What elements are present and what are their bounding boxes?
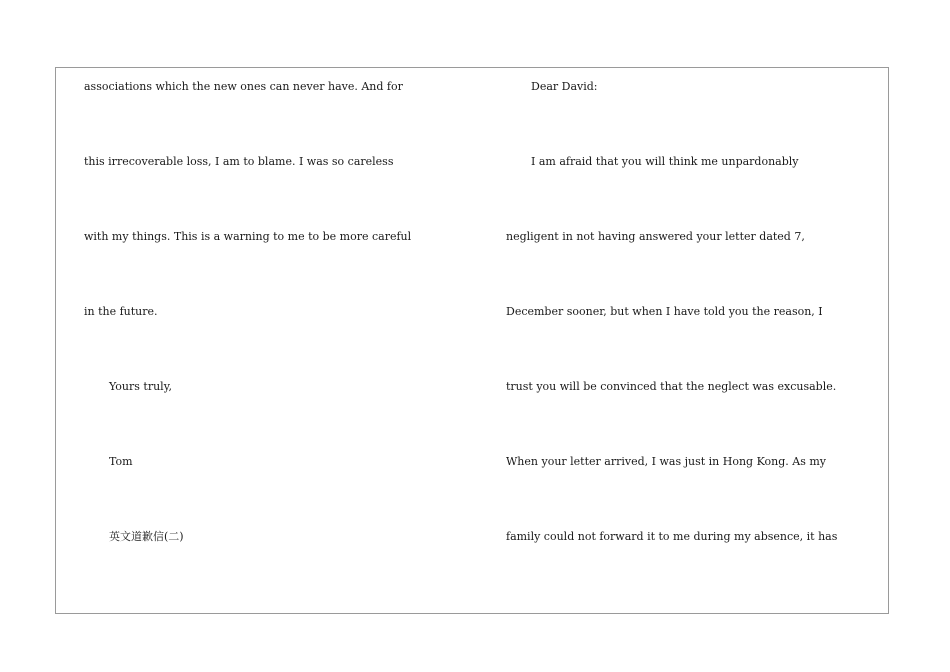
greeting: Dear David: [531,80,598,93]
left-line-2: this irrecoverable loss, I am to blame. I was so careless [84,155,394,168]
section-heading: 英文道歉信(二) [109,530,184,543]
right-line-5: trust you will be convinced that the neglect was excusable. [506,380,837,393]
left-line-4: in the future. [84,305,158,318]
right-line-6: When your letter arrived, I was just in Hong Kong. As my [506,455,826,468]
right-line-7: family could not forward it to me during my absence, it has [506,530,838,543]
left-line-1: associations which the new ones can never have. And for [84,80,403,93]
closing-salutation: Yours truly, [109,380,172,393]
right-line-3: negligent in not having answered your letter dated 7, [506,230,805,243]
right-line-4: December sooner, but when I have told you the reason, I [506,305,823,318]
signature-name: Tom [109,455,133,468]
left-line-3: with my things. This is a warning to me to be more careful [84,230,412,243]
right-line-2: I am afraid that you will think me unpardonably [531,155,799,168]
